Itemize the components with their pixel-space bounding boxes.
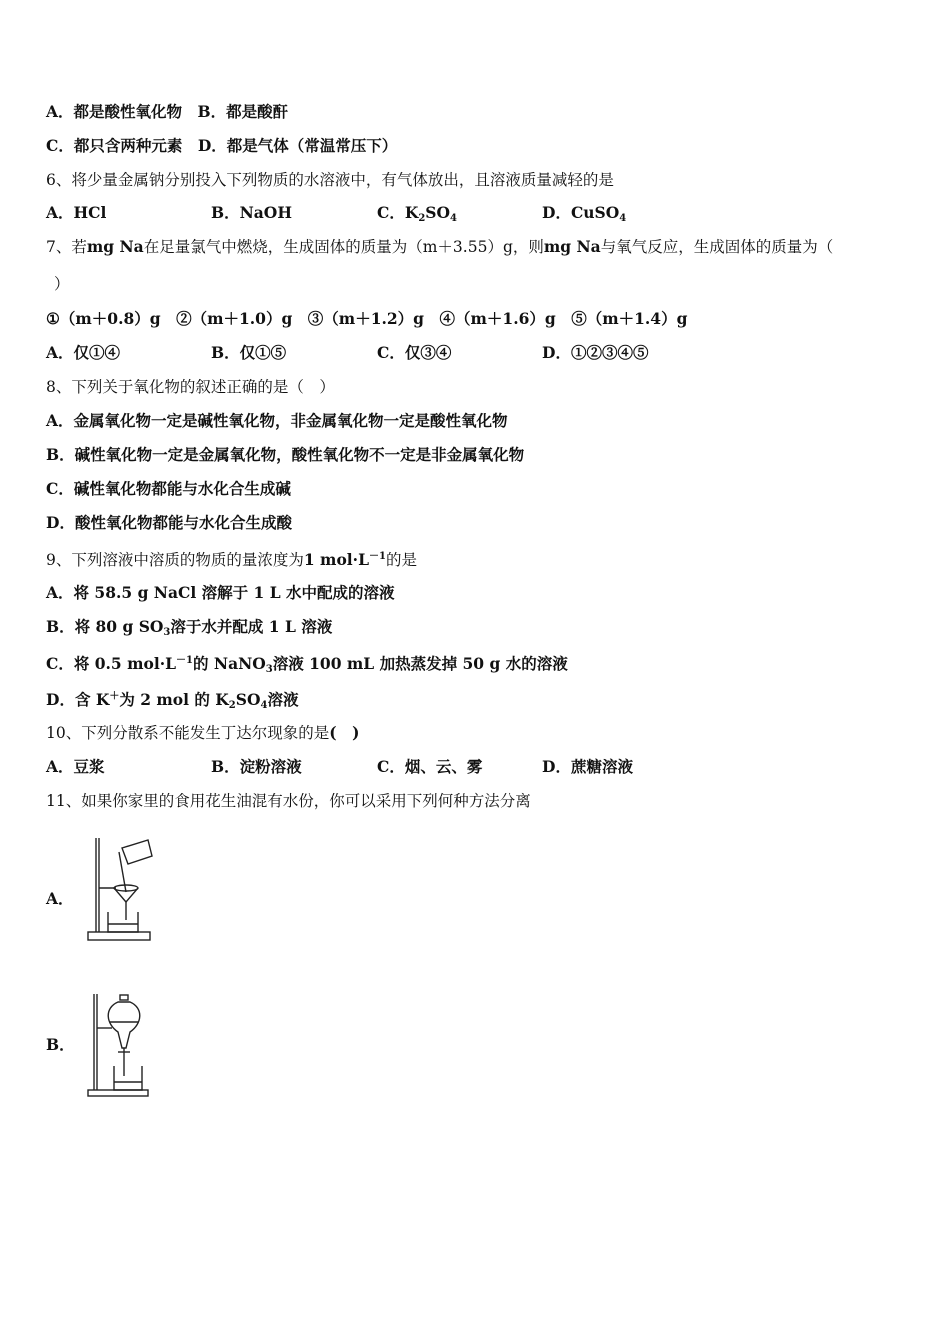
q11-option-b-label: B． — [46, 1035, 75, 1054]
q10-stem — [46, 723, 359, 743]
q7-stem-c: 在足量氯气中燃烧，生成固体的质量为（m＋3.55）g，则 — [143, 238, 544, 256]
q8-option-b: B．碱性氧化物一定是金属氧化物，酸性氧化物不一定是非金属氧化物 — [46, 445, 525, 464]
q8-stem: 8、下列关于氧化物的叙述正确的是（ ） — [46, 378, 335, 396]
q6-c-sub2: 4 — [449, 213, 457, 224]
q10-option-d: D．蔗糖溶液 — [542, 757, 633, 776]
q7-choices: ①（m＋0.8）g ②（m＋1.0）g ③（m＋1.2）g ④（m＋1.6）g ⑤（m＋1.4）g — [46, 309, 688, 328]
q9-stem-pre: 9、下列溶液中溶质的物质的量浓度为 — [46, 551, 304, 569]
q9-b-sub: 3 — [163, 627, 171, 638]
q9-option-d — [46, 687, 298, 716]
q9-c-mid: 的 NaNO — [193, 654, 266, 673]
q6-options — [46, 203, 746, 225]
q10-stem-pre: 10、下列分散系不能发生丁达尔现象的是 — [46, 724, 330, 742]
q5-options-line2: C．都只含两种元素 D．都是气体（常温常压下） — [46, 136, 398, 155]
q6-c-pre: C．K — [377, 203, 419, 222]
q9-d-pre: D．含 K — [46, 690, 110, 709]
q7-option-b: B．仅①⑤ — [211, 343, 287, 362]
q9-b-pre: B．将 80 g SO — [46, 617, 164, 636]
q11-option-a-label: A． — [46, 889, 74, 908]
q10-options — [46, 757, 746, 779]
q6-option-c — [377, 203, 457, 229]
q9-stem-sup: －1 — [368, 551, 386, 562]
q9-d-sub1: 2 — [228, 700, 236, 711]
q7-stem — [46, 237, 833, 257]
q10-option-c: C．烟、云、雾 — [377, 757, 483, 776]
q7-option-c: C．仅③④ — [377, 343, 452, 362]
q7-stem-e: 与氧气反应，生成固体的质量为（ — [600, 238, 834, 256]
q10-option-a: A．豆浆 — [46, 757, 105, 776]
q9-d-sup: ＋ — [109, 691, 120, 702]
q9-stem — [46, 547, 417, 570]
q7-stem-d: mg Na — [543, 237, 601, 256]
q9-d-post: 溶液 — [267, 690, 299, 709]
q8-option-c: C．碱性氧化物都能与水化合生成碱 — [46, 479, 291, 498]
q10-stem-paren: ( ) — [329, 723, 360, 742]
q10-option-b: B．淀粉溶液 — [211, 757, 302, 776]
q9-c-sub: 3 — [265, 664, 273, 675]
q9-d-mid2: SO — [235, 690, 261, 709]
separatory-funnel-diagram — [82, 990, 162, 1102]
q6-c-sub1: 2 — [418, 213, 426, 224]
q11-stem: 11、如果你家里的食用花生油混有水份，你可以采用下列何种方法分离 — [46, 792, 531, 810]
q9-stem-val: 1 mol·L — [303, 550, 369, 569]
q9-b-post: 溶于水并配成 1 L 溶液 — [170, 617, 333, 636]
q7-options — [46, 343, 746, 365]
q9-stem-post: 的是 — [385, 551, 417, 569]
q6-option-d — [542, 203, 626, 229]
q6-option-b: B．NaOH — [211, 203, 292, 222]
q6-option-a: A．HCl — [46, 203, 107, 222]
q9-option-a: A．将 58.5 g NaCl 溶解于 1 L 水中配成的溶液 — [46, 583, 395, 602]
q9-c-post: 溶液 100 mL 加热蒸发掉 50 g 水的溶液 — [272, 654, 568, 673]
q8-option-a: A．金属氧化物一定是碱性氧化物，非金属氧化物一定是酸性氧化物 — [46, 411, 508, 430]
q9-d-mid: 为 2 mol 的 K — [119, 690, 229, 709]
q8-option-d: D．酸性氧化物都能与水化合生成酸 — [46, 513, 292, 532]
q7-stem-b: mg Na — [86, 237, 144, 256]
q9-d-sub2: 4 — [260, 700, 268, 711]
q9-c-pre: C．将 0.5 mol·L — [46, 654, 177, 673]
q7-stem-a: 7、若 — [46, 238, 87, 256]
q6-d-sub: 4 — [619, 213, 627, 224]
q7-option-d: D．①②③④⑤ — [542, 343, 649, 362]
q6-c-mid: SO — [425, 203, 450, 222]
filtration-apparatus-diagram — [82, 834, 162, 946]
q6-d-pre: D．CuSO — [542, 203, 620, 222]
q9-option-c — [46, 651, 568, 680]
q9-c-sup: －1 — [176, 655, 193, 666]
q9-option-b — [46, 617, 332, 643]
q5-options-line1: A．都是酸性氧化物 B．都是酸酐 — [46, 102, 289, 121]
q7-option-a: A．仅①④ — [46, 343, 121, 362]
q6-stem: 6、将少量金属钠分别投入下列物质的水溶液中，有气体放出，且溶液质量减轻的是 — [46, 171, 614, 189]
q7-stem-close: ） — [54, 275, 70, 293]
